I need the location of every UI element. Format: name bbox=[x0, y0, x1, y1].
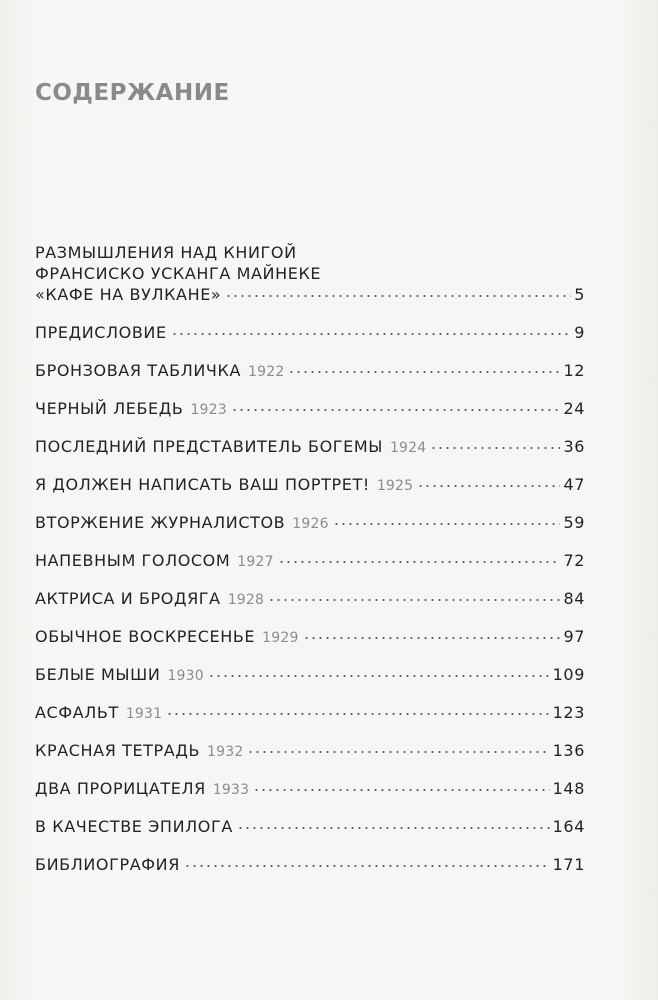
dot-leader bbox=[417, 484, 560, 488]
dot-leader bbox=[430, 446, 560, 450]
toc-entry-title: АСФАЛЬТ bbox=[35, 703, 119, 722]
toc-entry-title: ОБЫЧНОЕ ВОСКРЕСЕНЬЕ bbox=[35, 627, 256, 646]
toc-entry-year: 1927 bbox=[237, 554, 274, 570]
dot-leader bbox=[333, 522, 561, 526]
toc-entry-year: 1925 bbox=[376, 478, 414, 494]
dot-leader bbox=[288, 370, 560, 374]
toc-entry bbox=[35, 513, 585, 534]
dot-leader bbox=[253, 788, 549, 792]
toc-entry-page: 5 bbox=[574, 285, 585, 304]
dot-leader bbox=[231, 408, 561, 412]
toc-entry-page: 59 bbox=[563, 513, 585, 532]
toc-entry-year: 1932 bbox=[207, 744, 244, 760]
toc-entry-page: 136 bbox=[552, 741, 585, 760]
toc-entry bbox=[35, 361, 585, 382]
dot-leader bbox=[278, 560, 561, 564]
toc-entry bbox=[35, 589, 585, 610]
toc-entry bbox=[35, 627, 585, 648]
toc-entry-page: 47 bbox=[563, 475, 585, 494]
toc-entry bbox=[35, 437, 585, 458]
toc-entry-page: 9 bbox=[574, 323, 585, 342]
dot-leader bbox=[166, 712, 549, 716]
toc-entry-title: ЧЕРНЫЙ ЛЕБЕДЬ bbox=[35, 399, 184, 418]
dot-leader bbox=[171, 332, 572, 336]
toc-entry-year: 1929 bbox=[262, 630, 299, 646]
toc-entry-page: 36 bbox=[563, 437, 585, 456]
toc-entry-page: 72 bbox=[563, 551, 585, 570]
toc-entry-title: ПРЕДИСЛОВИЕ bbox=[35, 323, 167, 342]
dot-leader bbox=[237, 826, 550, 830]
toc-entry-title: АКТРИСА И БРОДЯГА bbox=[35, 589, 221, 608]
toc-entry-title: БИБЛИОГРАФИЯ bbox=[35, 855, 180, 874]
toc-entry-page: 12 bbox=[563, 361, 585, 380]
toc-entry-page: 24 bbox=[563, 399, 585, 418]
toc-entry-title: ВТОРЖЕНИЕ ЖУРНАЛИСТОВ bbox=[35, 513, 286, 532]
toc-entry bbox=[35, 323, 585, 344]
toc-entry bbox=[35, 703, 585, 724]
toc-entry-title: КРАСНАЯ ТЕТРАДЬ bbox=[35, 741, 201, 760]
toc-entry bbox=[35, 779, 585, 800]
toc-entry-title-line3: «КАФЕ НА ВУЛКАНЕ» bbox=[35, 285, 222, 304]
toc-entry-year: 1926 bbox=[292, 516, 329, 532]
dot-leader bbox=[303, 636, 561, 640]
contents-heading: СОДЕРЖАНИЕ bbox=[35, 80, 230, 106]
toc-entry-year: 1931 bbox=[125, 706, 163, 722]
toc-entry bbox=[35, 243, 585, 306]
toc-entry-year: 1933 bbox=[212, 782, 250, 798]
toc-entry-page: 171 bbox=[552, 855, 585, 874]
toc-entry-page: 109 bbox=[552, 665, 585, 684]
toc-entry-year: 1923 bbox=[190, 402, 227, 418]
toc-entry-title: В КАЧЕСТВЕ ЭПИЛОГА bbox=[35, 817, 233, 836]
toc-entry bbox=[35, 665, 585, 686]
dot-leader bbox=[225, 294, 571, 298]
toc-entry-title: НАПЕВНЫМ ГОЛОСОМ bbox=[35, 551, 231, 570]
toc-entry-title: ДВА ПРОРИЦАТЕЛЯ bbox=[35, 779, 206, 798]
toc-entry-title: БЕЛЫЕ МЫШИ bbox=[35, 665, 161, 684]
dot-leader bbox=[184, 864, 550, 868]
toc-entry-title: Я ДОЛЖЕН НАПИСАТЬ ВАШ ПОРТРЕТ! bbox=[35, 475, 370, 494]
toc-entry bbox=[35, 855, 585, 876]
toc-entry bbox=[35, 551, 585, 572]
dot-leader bbox=[268, 598, 560, 602]
dot-leader bbox=[208, 674, 550, 678]
toc-entry-page: 123 bbox=[552, 703, 585, 722]
toc-entry bbox=[35, 475, 585, 496]
toc-entry-year: 1924 bbox=[389, 440, 427, 456]
toc-entry-page: 97 bbox=[563, 627, 585, 646]
toc-entry-title: БРОНЗОВАЯ ТАБЛИЧКА bbox=[35, 361, 241, 380]
toc-entry bbox=[35, 817, 585, 838]
toc-entry bbox=[35, 741, 585, 762]
toc-entry-page: 84 bbox=[563, 589, 585, 608]
dot-leader bbox=[247, 750, 549, 754]
toc-entry-title-line1: РАЗМЫШЛЕНИЯ НАД КНИГОЙ bbox=[35, 243, 297, 262]
toc-entry-year: 1922 bbox=[248, 364, 285, 380]
toc-entry bbox=[35, 399, 585, 420]
toc-entry-page: 164 bbox=[552, 817, 585, 836]
toc-entry-title-line2: ФРАНСИСКО УСКАНГА МАЙНЕКЕ bbox=[35, 264, 322, 283]
table-of-contents bbox=[35, 243, 585, 893]
toc-entry-title: ПОСЛЕДНИЙ ПРЕДСТАВИТЕЛЬ БОГЕМЫ bbox=[35, 437, 383, 456]
toc-entry-year: 1930 bbox=[167, 668, 204, 684]
toc-entry-year: 1928 bbox=[227, 592, 265, 608]
toc-entry-page: 148 bbox=[552, 779, 585, 798]
